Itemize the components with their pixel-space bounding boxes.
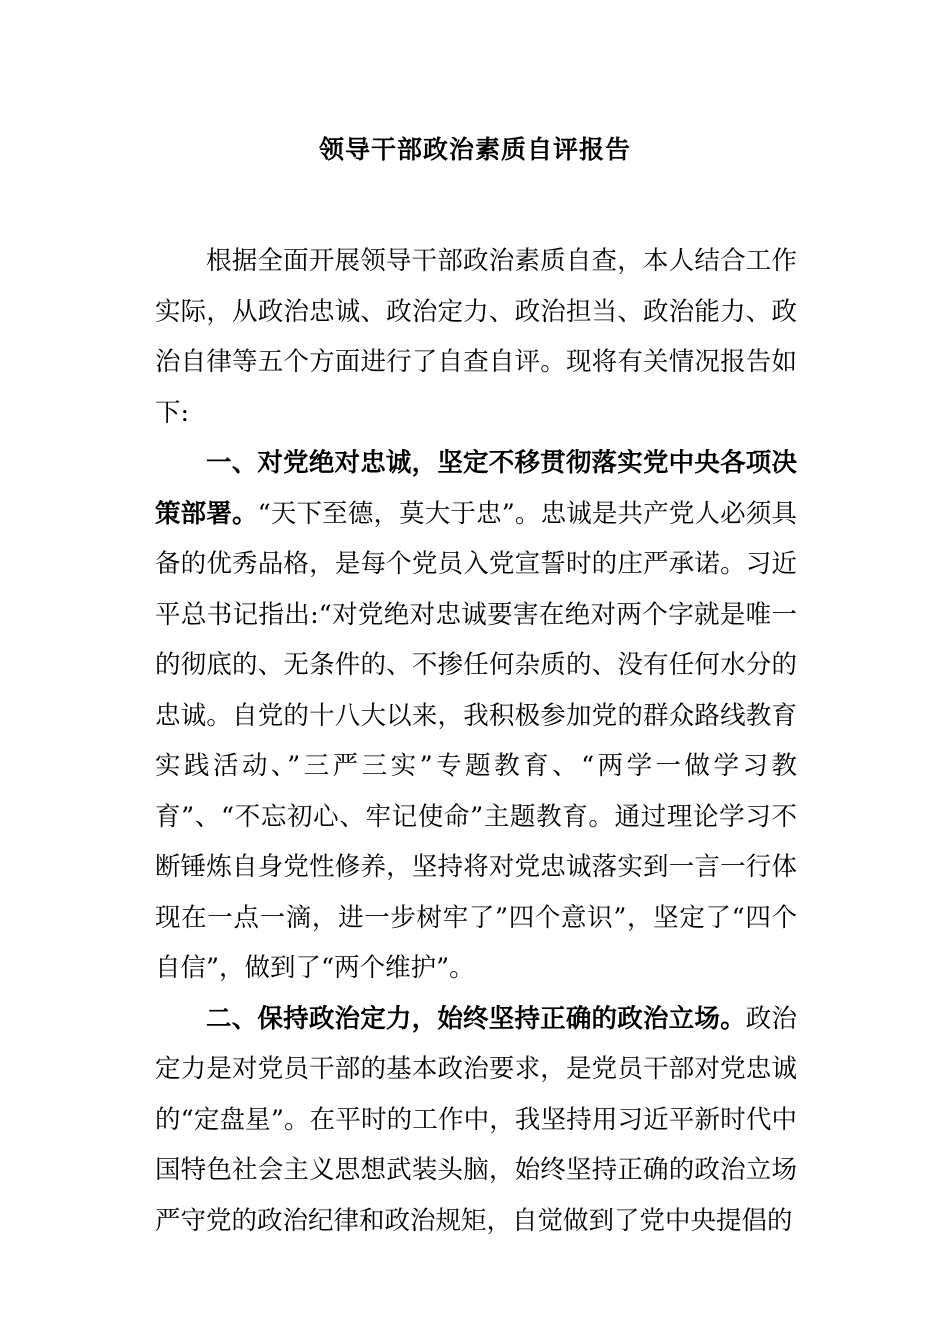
document-body: [155, 236, 797, 1246]
section-body-2: 政治定力是对党员干部的基本政治要求，是党员干部对党忠诚的“定盘星”。在平时的工作中，我坚持用习近平新时代中国特色社会主义思想武装头脑，始终坚持正确的政治立场严守党的政治纪律和政治规矩，自觉做到了党中央提倡的: [155, 1003, 797, 1236]
section-paragraph-2: [155, 994, 797, 1247]
intro-paragraph: 根据全面开展领导干部政治素质自查，本人结合工作实际，从政治忠诚、政治定力、政治担当、政治能力、政治自律等五个方面进行了自查自评。现将有关情况报告如下:: [155, 246, 797, 428]
section-body-1: “天下至德，莫大于忠”。忠诚是共产党人必须具备的优秀品格，是每个党员入党宣誓时的庄严承诺。习近平总书记指出:“对党绝对忠诚要害在绝对两个字就是唯一的彻底的、无条件的、不掺任何杂质的、没有任何水分的忠诚。自党的十八大以来，我积极参加党的群众路线教育实践活动、”三严三实”专题教育、“两学一做学习教育”、“不忘初心、牢记使命”主题教育。通过理论学习不断锤炼自身党性修养，坚持将对党忠诚落实到一言一行体现在一点一滴，进一步树牢了”四个意识”，坚定了“四个自信”，做到了“两个维护”。: [155, 498, 797, 983]
section-heading-2: 二、保持政治定力，始终坚持正确的政治立场。: [206, 1003, 746, 1034]
section-heading-1: 一、对党绝对忠诚，坚定不移贯彻落实党中央各项决策部署。: [155, 448, 797, 529]
section-paragraph-1: [155, 438, 797, 994]
document-title: 领导干部政治素质自评报告: [318, 135, 631, 164]
